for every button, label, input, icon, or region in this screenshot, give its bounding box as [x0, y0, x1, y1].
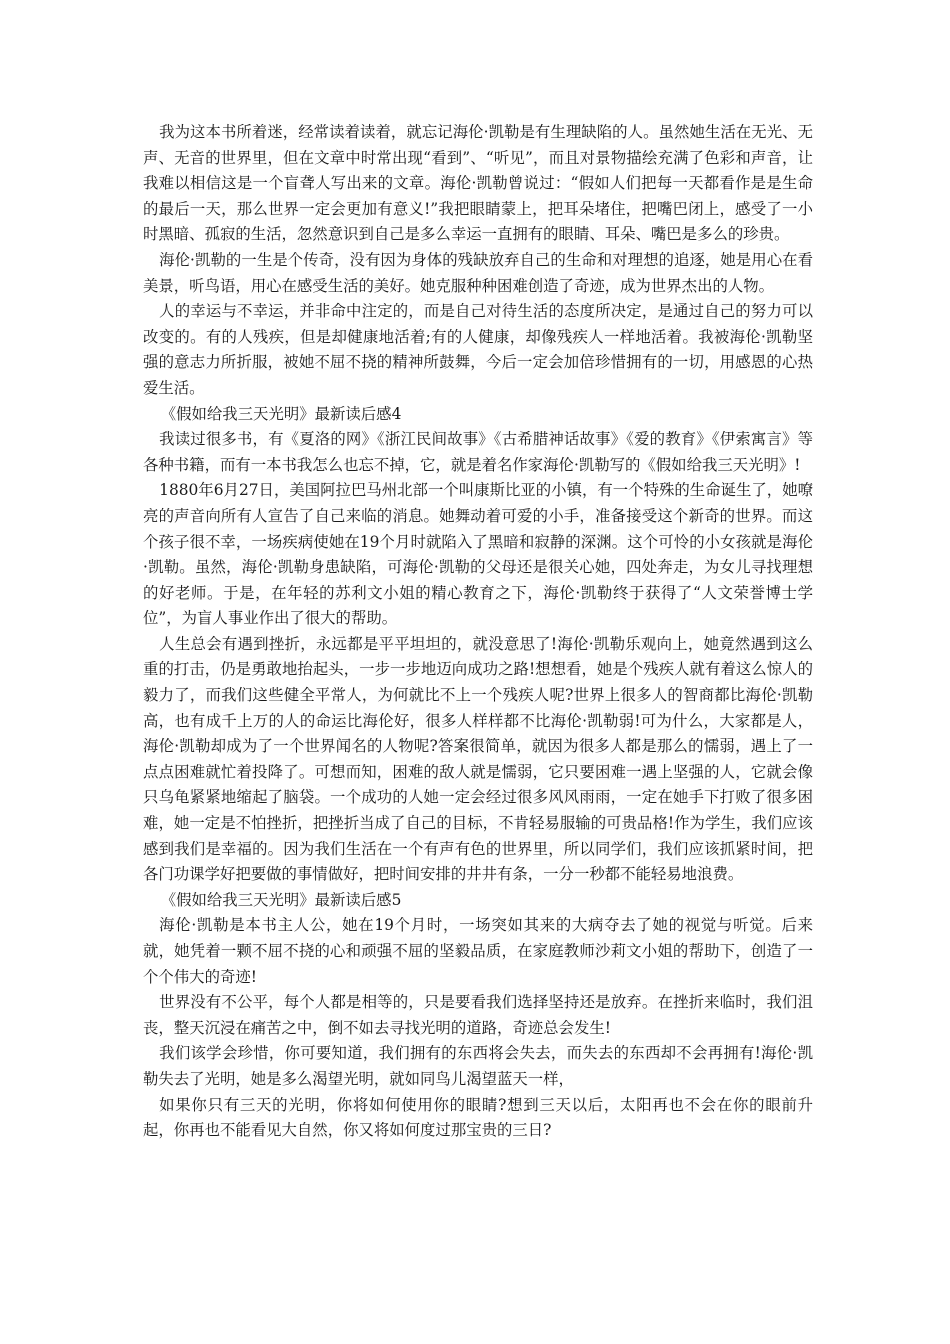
paragraph: 我为这本书所着迷，经常读着读着，就忘记海伦·凯勒是有生理缺陷的人。虽然她生活在无光、无声、无音的世界里，但在文章中时常出现“看到”、“听见”，而且对景物描绘充满了色彩和声音，让我难以相信这是一个盲聋人写出来的文章。海伦·凯勒曾说过：“假如人们把每一天都看作是是生命的最后一天，那么世界一定会更加有意义!”我把眼睛蒙上，把耳朵堵住，把嘴巴闭上，感受了一小时黑暗、孤寂的生活，忽然意识到自己是多么幸运一直拥有的眼睛、耳朵、嘴巴是多么的珍贵。 — [143, 123, 813, 244]
paragraph: 世界没有不公平，每个人都是相等的，只是要看我们选择坚持还是放弃。在挫折来临时，我们沮丧，整天沉浸在痛苦之中，倒不如去寻找光明的道路，奇迹总会发生! — [143, 993, 813, 1037]
paragraph: 如果你只有三天的光明，你将如何使用你的眼睛?想到三天以后，太阳再也不会在你的眼前升起，你再也不能看见大自然，你又将如何度过那宝贵的三日? — [143, 1095, 813, 1140]
document-page — [143, 120, 813, 1144]
paragraph: 人生总会有遇到挫折，永远都是平平坦坦的，就没意思了!海伦·凯勒乐观向上，她竟然遇到这么重的打击，仍是勇敢地抬起头，一步一步地迈向成功之路!想想看，她是个残疾人就有着这么惊人的毅力了，而我们这些健全平常人，为何就比不上一个残疾人呢?世界上很多人的智商都比海伦·凯勒高，也有成千上万的人的命运比海伦好，很多人样样都不比海伦·凯勒弱!可为什么，大家都是人，海伦·凯勒却成为了一个世界闻名的人物呢?答案很简单，就因为很多人都是那么的懦弱，遇上了一点点困难就忙着投降了。可想而知，困难的敌人就是懦弱，它只要困难一遇上坚强的人，它就会像只乌龟紧紧地缩起了脑袋。一个成功的人她一定会经过很多风风雨雨，一定在她手下打败了很多困难，她一定是不怕挫折，把挫折当成了自己的目标，不肯轻易服输的可贵品格!作为学生，我们应该感到我们是幸福的。因为我们生活在一个有声有色的世界里，所以同学们，我们应该抓紧时间，把各门功课学好把要做的事情做好，把时间安排的井井有条，一分一秒都不能轻易地浪费。 — [143, 634, 813, 884]
paragraph: 人的幸运与不幸运，并非命中注定的，而是自己对待生活的态度所决定，是通过自己的努力可以改变的。有的人残疾，但是却健康地活着;有的人健康，却像残疾人一样地活着。我被海伦·凯勒坚强的意志力所折服，被她不屈不挠的精神所鼓舞，今后一定会加倍珍惜拥有的一切，用感恩的心热爱生活。 — [143, 302, 813, 397]
paragraph: 1880年6月27日，美国阿拉巴马州北部一个叫康斯比亚的小镇，有一个特殊的生命诞生了，她嘹亮的声音向所有人宣告了自己来临的消息。她舞动着可爱的小手，准备接受这个新奇的世界。而这个孩子很不幸，一场疾病使她在19个月时就陷入了黑暗和寂静的深渊。这个可怜的小女孩就是海伦·凯勒。虽然，海伦·凯勒身患缺陷，可海伦·凯勒的父母还是很关心她，四处奔走，为女儿寻找理想的好老师。于是，在年轻的苏利文小姐的精心教育之下，海伦·凯勒终于获得了“人文荣誉博士学位”，为盲人事业作出了很大的帮助。 — [143, 481, 813, 628]
paragraph: 我们该学会珍惜，你可要知道，我们拥有的东西将会失去，而失去的东西却不会再拥有!海伦·凯勒失去了光明，她是多么渴望光明，就如同鸟儿渴望蓝天一样， — [143, 1044, 813, 1088]
section-heading: 《假如给我三天光明》最新读后感5 — [160, 890, 402, 909]
paragraph: 海伦·凯勒是本书主人公，她在19个月时，一场突如其来的大病夺去了她的视觉与听觉。后来就，她凭着一颗不屈不挠的心和顽强不屈的坚毅品质，在家庭教师沙莉文小姐的帮助下，创造了一个个伟大的奇迹! — [143, 916, 813, 986]
paragraph: 海伦·凯勒的一生是个传奇，没有因为身体的残缺放弃自己的生命和对理想的追逐，她是用心在看美景，听鸟语，用心在感受生活的美好。她克服种种困难创造了奇迹，成为世界杰出的人物。 — [143, 250, 813, 295]
paragraph: 我读过很多书，有《夏洛的网》《浙江民间故事》《古希腊神话故事》《爱的教育》《伊索寓言》等各种书籍，而有一本书我怎么也忘不掉，它，就是着名作家海伦·凯勒写的《假如给我三天光明》! — [143, 430, 813, 474]
section-heading: 《假如给我三天光明》最新读后感4 — [160, 404, 402, 423]
